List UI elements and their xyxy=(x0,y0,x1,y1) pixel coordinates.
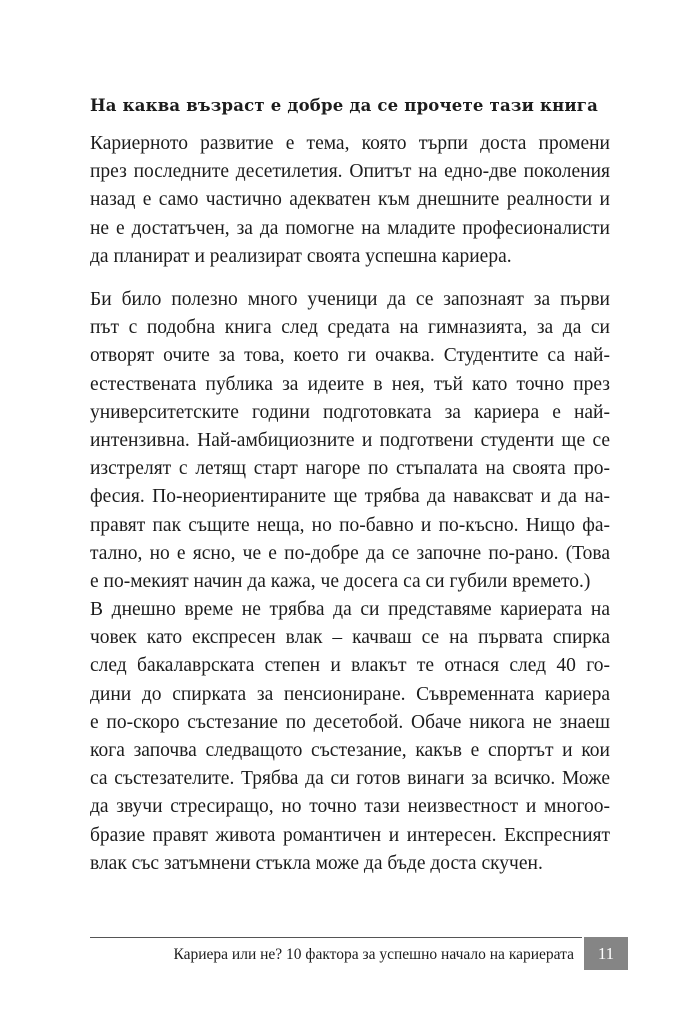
text-line: отворят очите за това, което ги очаква. Студентите са най- xyxy=(90,345,610,367)
text-line: е по-мекият начин да кажа, че досега са си губили времето.) xyxy=(90,571,591,593)
text-line: тално, но е ясно, че е по-добре да се започне по-рано. (Това xyxy=(90,542,610,564)
text-line: назад е само частично адекватен към днешните реалности и xyxy=(90,189,610,211)
text-line: е по-скоро състезание по десетобой. Обаче никога не знаеш xyxy=(90,711,610,733)
text-line: правят пак същите неща, но по-бавно и по-късно. Нищо фа- xyxy=(90,514,610,536)
text-line: път с подобна книга след средата на гимназията, за да си xyxy=(90,317,610,339)
text-line: да звучи стресиращо, но точно тази неизвестност и многоо- xyxy=(90,796,610,818)
text-line: не е достатъчен, за да помогне на младите професионалисти xyxy=(90,217,610,239)
text-line: университетските години подготовката за кариера е най- xyxy=(90,401,610,423)
text-line: интензивна. Най-амбициозните и подготвени студенти ще се xyxy=(90,430,610,452)
paragraph-3 xyxy=(90,596,610,878)
paragraph-1 xyxy=(90,130,610,271)
text-line: влак със затъмнени стъкла може да бъде доста скучен. xyxy=(90,852,543,874)
running-footer-title: Кариера или не? 10 фактора за успешно начало на кариерата xyxy=(173,946,574,963)
text-line: са състезателите. Трябва да си готов винаги за всичко. Може xyxy=(90,768,610,790)
section-heading: На каква възраст е добре да се прочете тази книга xyxy=(90,96,599,115)
text-line: дини до спирката за пенсиониране. Съвременната кариера xyxy=(90,683,610,705)
text-line: да планират и реализират своята успешна кариера. xyxy=(90,245,512,267)
text-line: Кариерното развитие е тема, която търпи доста промени xyxy=(90,133,610,154)
text-line: изстрелят с летящ старт нагоре по стъпалата на своята про- xyxy=(90,458,610,480)
text-line: естествената публика за идеите в нея, тъй като точно през xyxy=(90,373,610,395)
text-line: Би било полезно много ученици да се запознаят за първи xyxy=(90,289,610,310)
text-line: бразие правят живота романтичен и интересен. Експресният xyxy=(90,824,610,846)
footer-divider xyxy=(90,937,582,938)
paragraph-2 xyxy=(90,286,610,596)
text-line: след бакалаврската степен и влакът те отнася след 40 го- xyxy=(90,655,610,677)
text-line: В днешно време не трябва да си представяме кариерата на xyxy=(90,599,610,620)
text-line: кога започва следващото състезание, какъв е спортът и кои xyxy=(90,740,610,762)
text-line: фесия. По-неориентираните ще трябва да наваксват и да на- xyxy=(90,486,610,508)
text-line: през последните десетилетия. Опитът на едно-две поколения xyxy=(90,161,610,183)
text-line: човек като експресен влак – качваш се на първата спирка xyxy=(90,627,610,649)
page-number-badge: 11 xyxy=(584,937,628,970)
